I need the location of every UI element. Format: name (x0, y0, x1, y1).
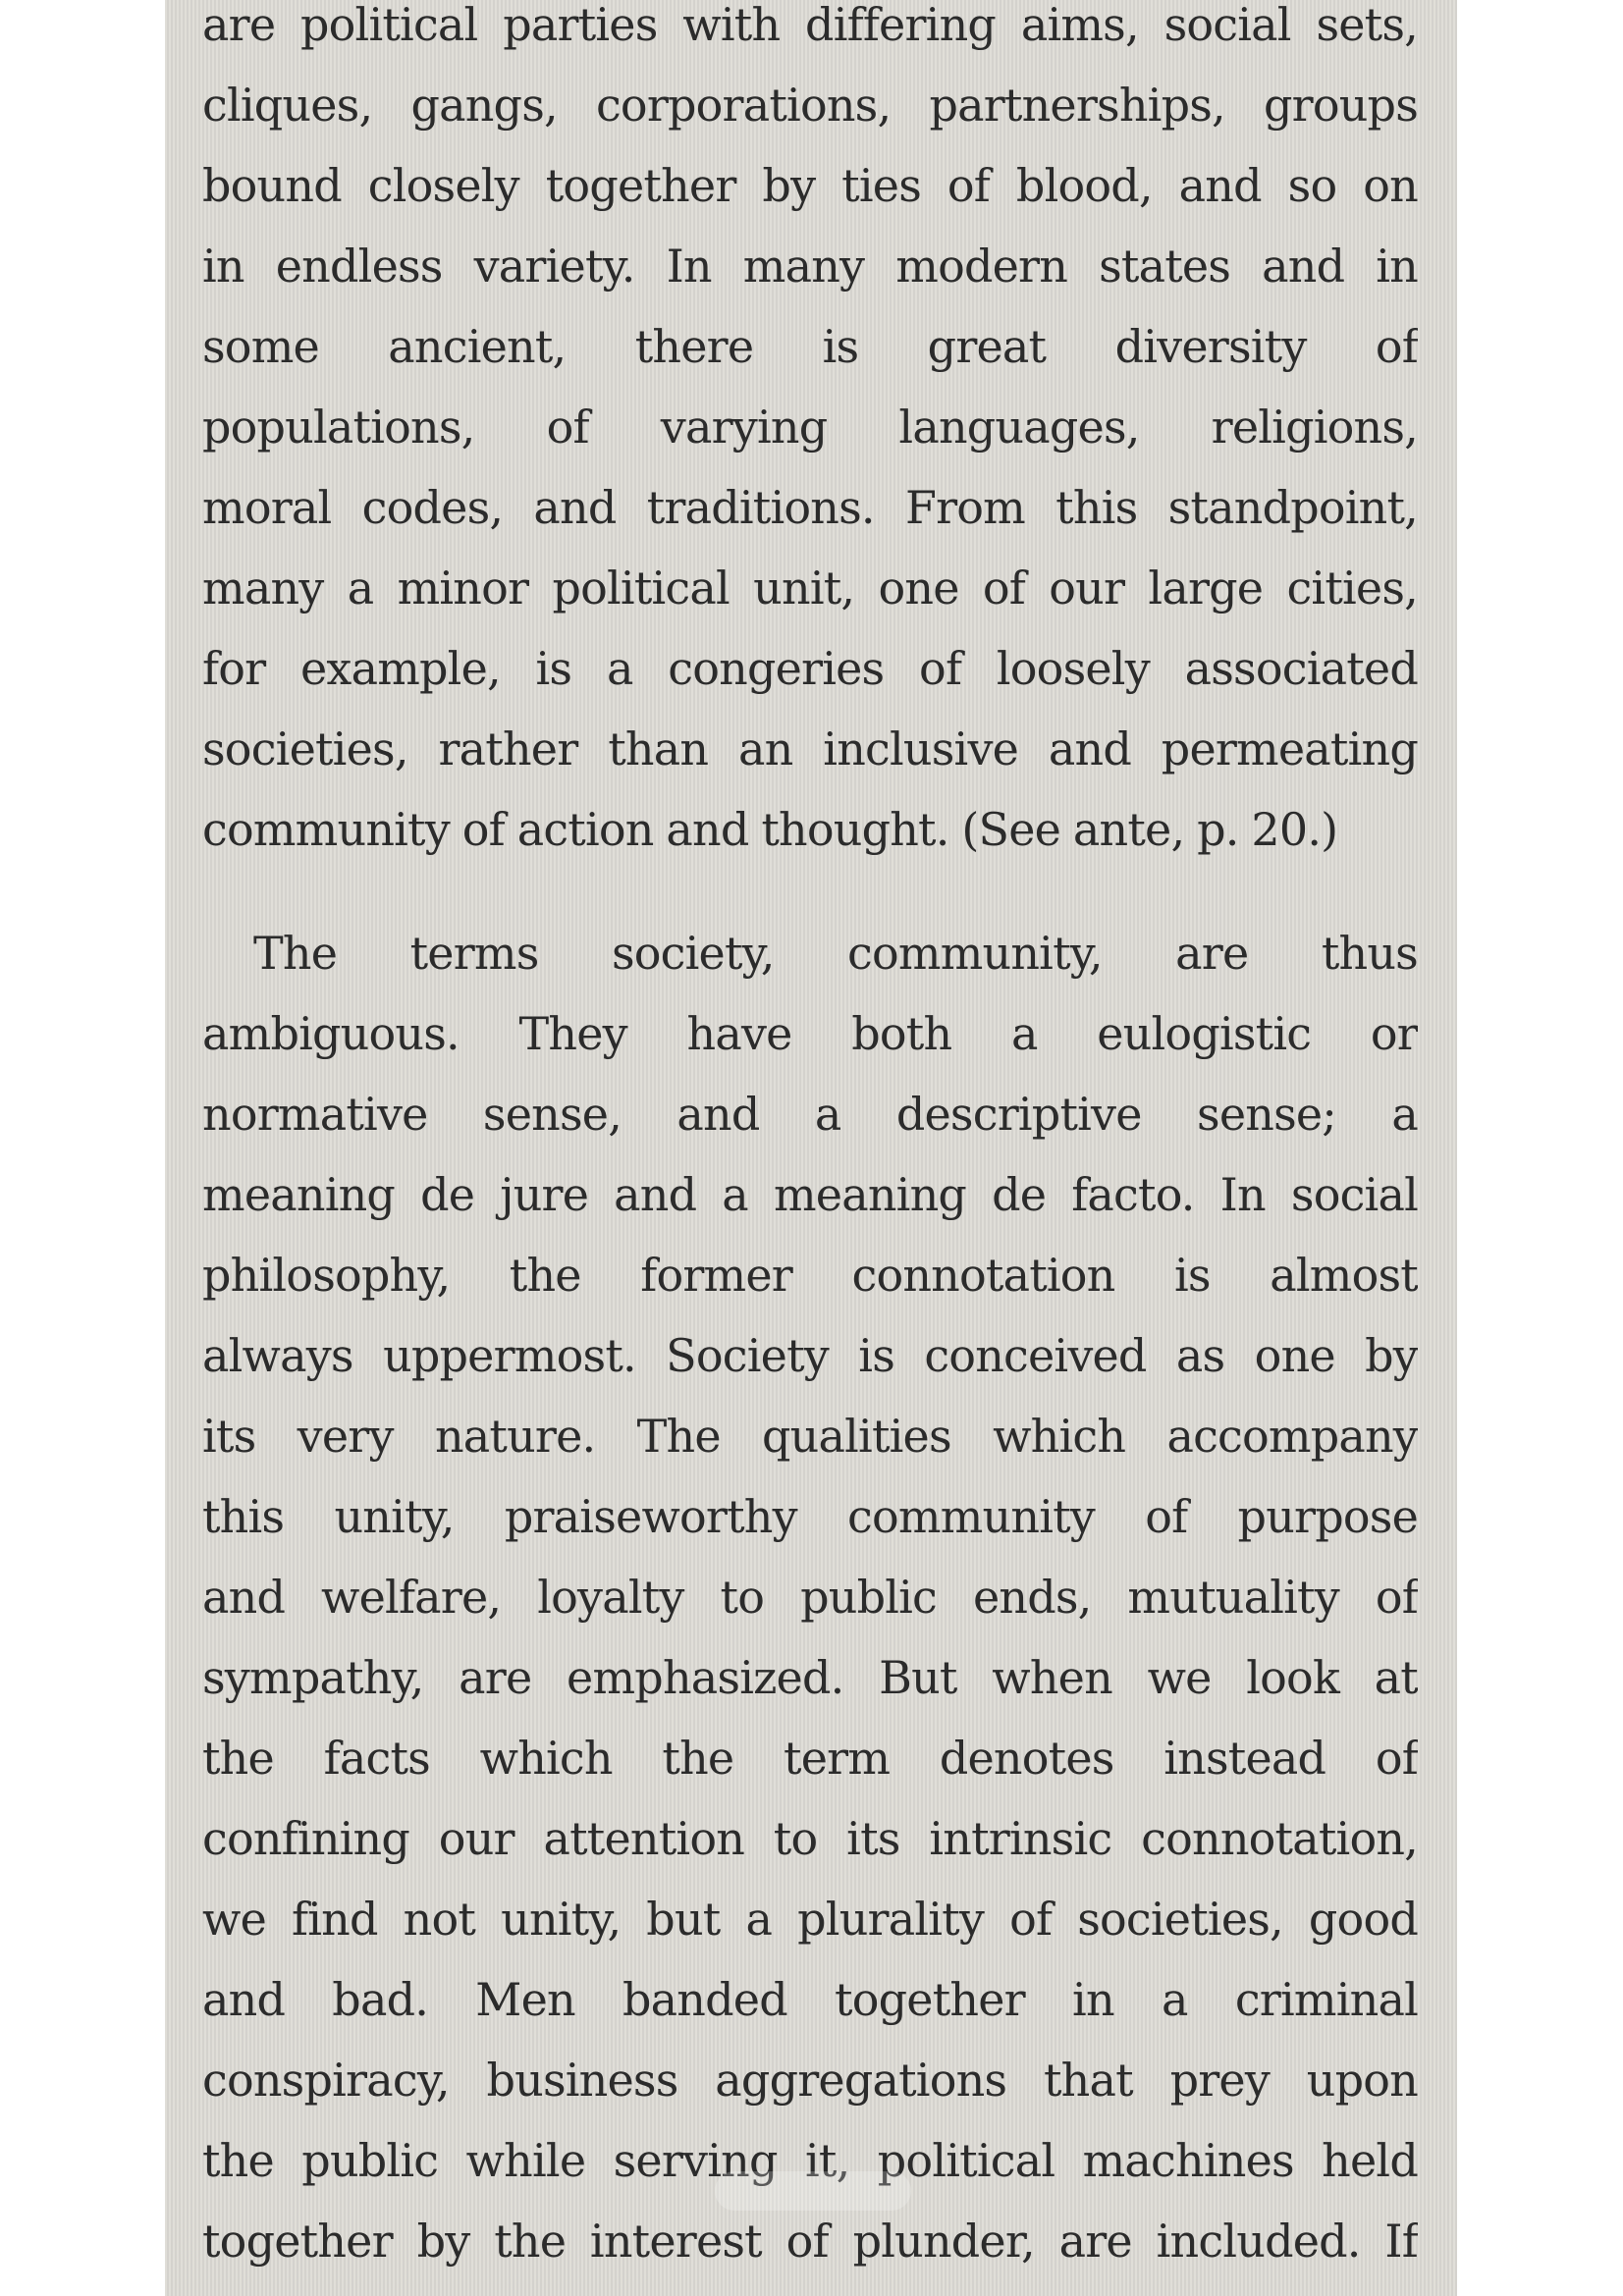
text-line: moral codes, and traditions. From this standpoint, (202, 481, 1418, 534)
text-line: normative sense, and a descriptive sense; a (202, 1088, 1418, 1141)
text-line: always uppermost. Society is conceived as one by (202, 1329, 1418, 1382)
text-line: confining our attention to its intrinsic connotation, (202, 1812, 1418, 1865)
text-line: its very nature. The qualities which accompany (202, 1410, 1418, 1463)
text-line: many a minor political unit, one of our large cities, (202, 561, 1418, 614)
text-line: sympathy, are emphasized. But when we look at (202, 1651, 1418, 1704)
text-line: are political parties with differing aims, social sets, (202, 0, 1418, 51)
text-line: together by the interest of plunder, are included. If (202, 2215, 1418, 2268)
paragraph-2 (202, 913, 1418, 2281)
text-line: philosophy, the former connotation is almost (202, 1249, 1418, 1302)
text-line: for example, is a congeries of loosely associated (202, 642, 1418, 695)
text-line: bound closely together by ties of blood, and so on (202, 159, 1418, 212)
text-line: populations, of varying languages, religions, (202, 400, 1418, 454)
text-line: ambiguous. They have both a eulogistic or (202, 1007, 1418, 1060)
text-line: The terms society, community, are thus (253, 927, 1418, 980)
book-page (165, 0, 1457, 2296)
text-line: the public while serving it, political machines held (202, 2134, 1418, 2187)
paragraph-1 (202, 0, 1418, 870)
text-line: the facts which the term denotes instead of (202, 1732, 1418, 1785)
text-line: this unity, praiseworthy community of purpose (202, 1490, 1418, 1543)
text-line: community of action and thought. (See ante, p. 20.) (202, 803, 1338, 856)
text-line: cliques, gangs, corporations, partnerships, groups (202, 79, 1418, 132)
text-line: we find not unity, but a plurality of societies, good (202, 1893, 1418, 1946)
faint-watermark (715, 2171, 911, 2211)
text-line: and bad. Men banded together in a criminal (202, 1973, 1418, 2026)
text-line: societies, rather than an inclusive and permeating (202, 722, 1418, 775)
text-line: some ancient, there is great diversity of (202, 320, 1418, 373)
text-line: and welfare, loyalty to public ends, mutuality of (202, 1571, 1418, 1624)
text-line: meaning de jure and a meaning de facto. In social (202, 1168, 1418, 1221)
text-line: conspiracy, business aggregations that prey upon (202, 2054, 1418, 2107)
text-line: in endless variety. In many modern states and in (202, 240, 1418, 293)
